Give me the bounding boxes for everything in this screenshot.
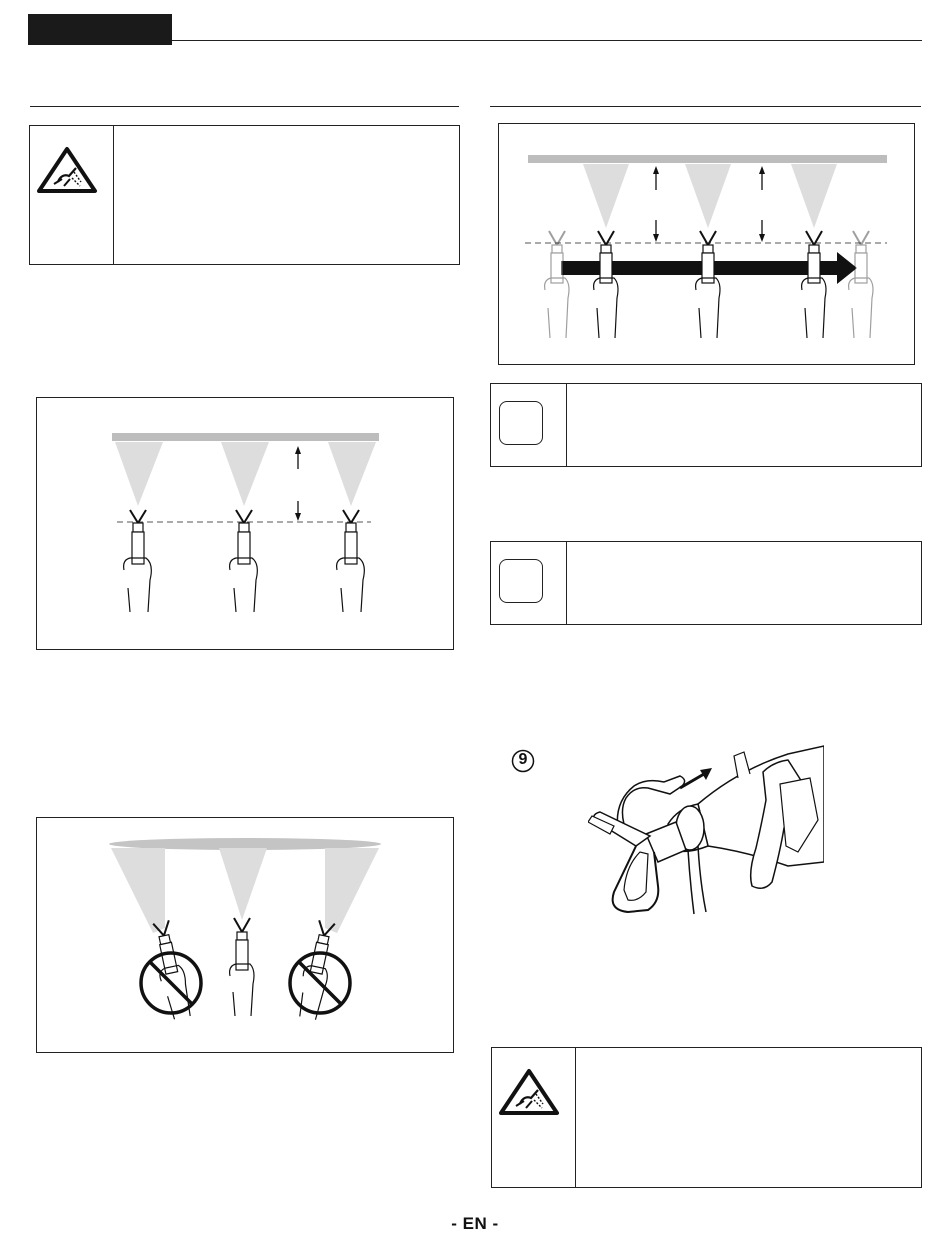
figure-spray-distance: [36, 397, 454, 650]
header-rule: [172, 40, 922, 41]
figure-spray-angle: [36, 817, 454, 1053]
figure-spray-stroke: [498, 123, 915, 365]
spray-gun-hand-3: [337, 510, 365, 612]
left-column-rule: [30, 106, 459, 107]
spray-gun-tip-guard-illustration: [588, 742, 824, 920]
step-number-badge: [511, 749, 535, 773]
right-column-rule: [490, 106, 921, 107]
injection-warning-icon: [498, 1068, 560, 1116]
note-box-1: [490, 383, 922, 467]
spray-gun-hand-1: [594, 231, 618, 338]
section-header-tab: [28, 14, 172, 45]
spray-gun-hand-3: [802, 231, 826, 338]
spray-gun-hand-2: [696, 231, 720, 338]
spray-surface: [528, 155, 887, 163]
spray-gun-hand-1: [124, 510, 152, 612]
note-icon: [499, 401, 543, 445]
spray-surface: [112, 433, 379, 441]
step-number: 9: [518, 751, 528, 768]
note-box-2: [490, 541, 922, 625]
injection-warning-icon: [36, 146, 98, 194]
warning-box-bottom: [491, 1047, 922, 1188]
warning-box-divider: [113, 126, 114, 264]
warning-box-top: [29, 125, 460, 265]
spray-gun-hand-2: [230, 510, 258, 612]
page-footer-language: - EN -: [451, 1214, 499, 1233]
note-icon: [499, 559, 543, 603]
spray-gun-hand-center: [230, 918, 254, 1016]
